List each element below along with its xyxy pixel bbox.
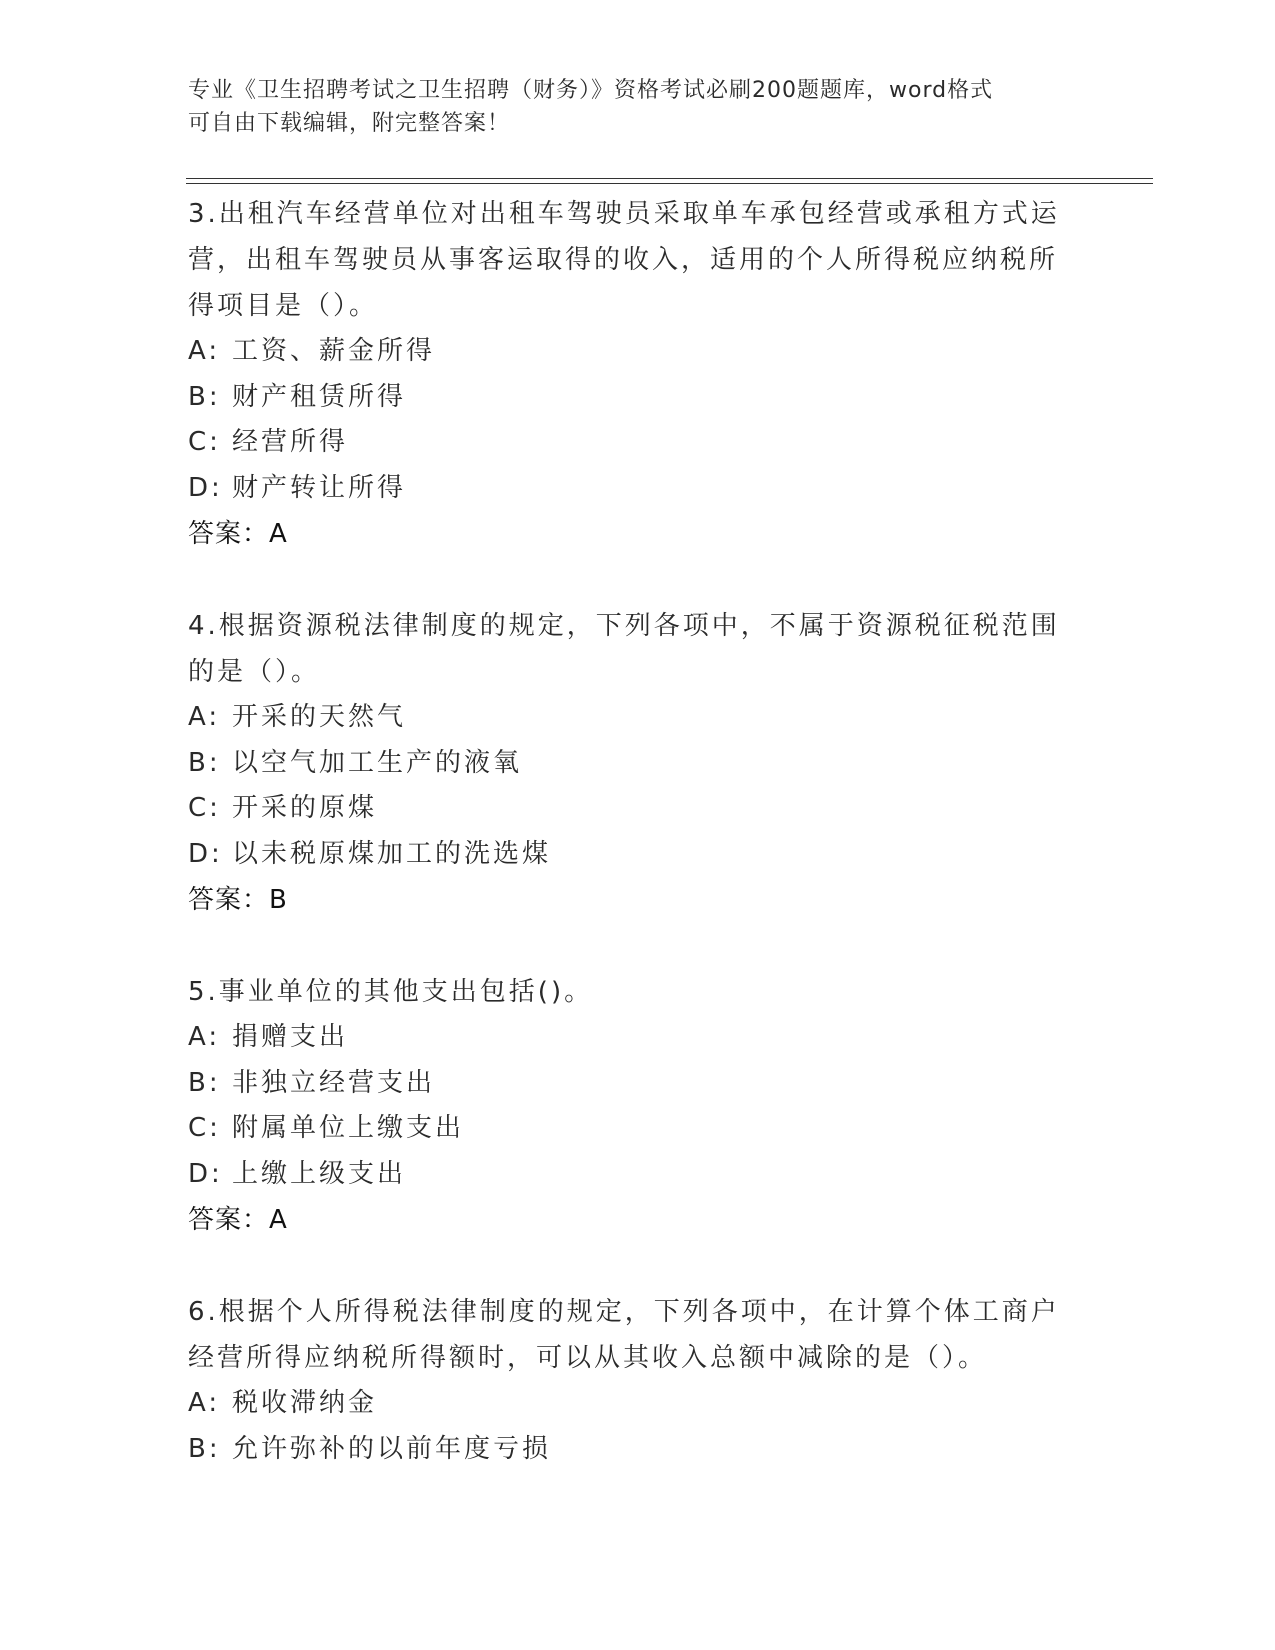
question-6 — [188, 1289, 1068, 1472]
option-letter: A: — [188, 1022, 221, 1052]
question-stem: 3.出租汽车经营单位对出租车驾驶员采取单车承包经营或承租方式运营，出租车驾驶员从事客运取得的收入，适用的个人所得税应纳税所得项目是（）。 — [188, 199, 1060, 321]
option-a — [188, 695, 1068, 741]
option-text: 附属单位上缴支出 — [232, 1113, 465, 1143]
question-4 — [188, 603, 1068, 923]
header-line-2: 可自由下载编辑，附完整答案！ — [188, 111, 511, 136]
option-c — [188, 1106, 1068, 1152]
option-text: 工资、薪金所得 — [232, 336, 436, 366]
answer-line: 答案：A — [188, 519, 288, 549]
option-c — [188, 420, 1068, 466]
option-b — [188, 1061, 1068, 1107]
option-letter: C: — [188, 427, 221, 457]
header-divider — [186, 178, 1153, 184]
option-d — [188, 1152, 1068, 1198]
header-line-1: 专业《卫生招聘考试之卫生招聘（财务）》资格考试必刷200题题库，word格式 — [188, 78, 994, 103]
option-letter: A: — [188, 336, 221, 366]
option-letter: D: — [188, 838, 223, 869]
option-text: 财产转让所得 — [232, 472, 407, 503]
option-d — [188, 832, 1068, 878]
option-letter: D: — [188, 1158, 223, 1189]
question-5 — [188, 969, 1068, 1243]
option-letter: B: — [188, 747, 221, 778]
document-header — [188, 74, 1068, 140]
option-b — [188, 1427, 1068, 1473]
option-d — [188, 466, 1068, 512]
question-stem: 6.根据个人所得税法律制度的规定，下列各项中，在计算个体工商户经营所得应纳税所得额时，可以从其收入总额中减除的是（）。 — [188, 1297, 1060, 1373]
option-text: 以空气加工生产的液氧 — [232, 747, 523, 778]
option-letter: C: — [188, 1113, 221, 1143]
question-stem: 4.根据资源税法律制度的规定，下列各项中，不属于资源税征税范围的是（）。 — [188, 611, 1060, 687]
option-text: 财产租赁所得 — [232, 381, 407, 412]
option-letter: C: — [188, 793, 221, 823]
option-b — [188, 375, 1068, 421]
question-3 — [188, 191, 1068, 557]
option-text: 允许弥补的以前年度亏损 — [232, 1433, 552, 1464]
option-text: 经营所得 — [232, 427, 349, 457]
option-text: 捐赠支出 — [232, 1022, 349, 1052]
option-letter: B: — [188, 1433, 221, 1464]
option-letter: B: — [188, 1067, 221, 1098]
option-letter: A: — [188, 702, 221, 732]
option-c — [188, 786, 1068, 832]
option-a — [188, 1381, 1068, 1427]
option-b — [188, 741, 1068, 787]
option-text: 开采的天然气 — [232, 702, 407, 732]
option-text: 开采的原煤 — [232, 793, 378, 823]
question-stem: 5.事业单位的其他支出包括()。 — [188, 977, 594, 1007]
option-a — [188, 329, 1068, 375]
option-letter: D: — [188, 472, 223, 503]
question-list — [188, 191, 1068, 1518]
option-text: 非独立经营支出 — [232, 1067, 436, 1098]
option-a — [188, 1015, 1068, 1061]
answer-line: 答案：A — [188, 1205, 288, 1235]
option-letter: B: — [188, 381, 221, 412]
option-text: 以未税原煤加工的洗选煤 — [232, 838, 552, 869]
answer-line: 答案：B — [188, 885, 288, 915]
option-text: 税收滞纳金 — [232, 1388, 378, 1418]
option-letter: A: — [188, 1388, 221, 1418]
option-text: 上缴上级支出 — [232, 1158, 407, 1189]
